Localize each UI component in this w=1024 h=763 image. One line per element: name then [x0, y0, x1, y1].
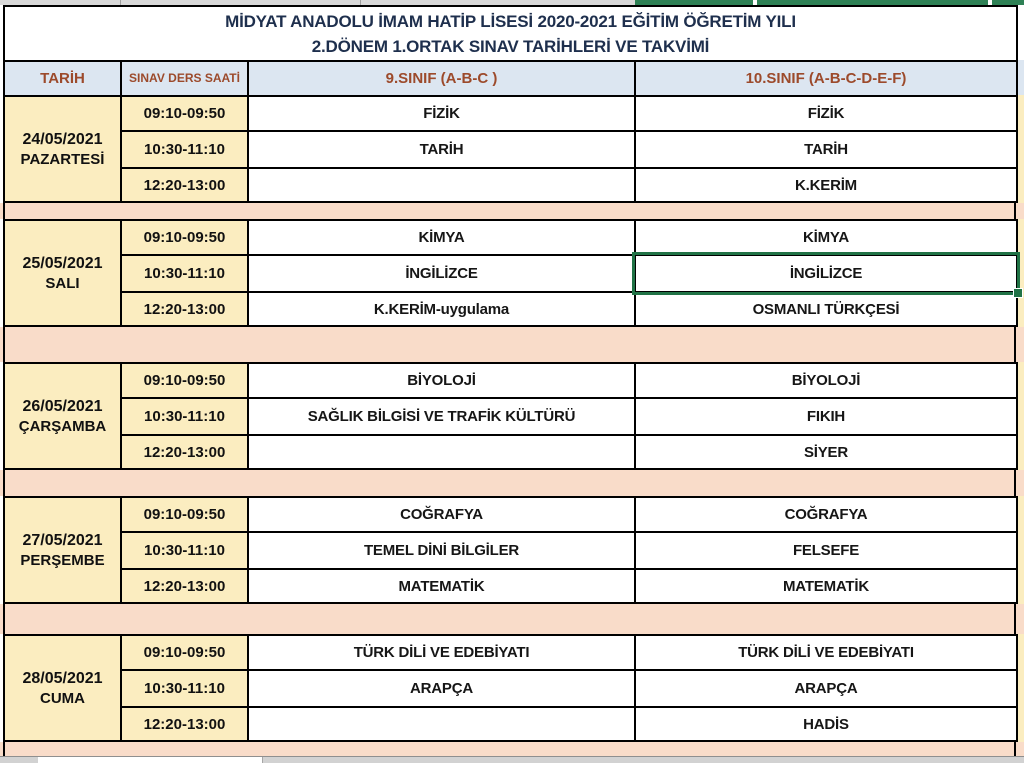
right-strip	[1018, 496, 1024, 604]
separator-cells[interactable]	[3, 604, 1016, 634]
strip-green-segment	[635, 0, 753, 5]
time-cell[interactable]: 12:20-13:00	[122, 708, 247, 740]
day-grid	[3, 362, 1018, 470]
horizontal-scrollbar[interactable]	[0, 756, 1024, 763]
date-cell[interactable]	[5, 97, 120, 201]
day-grid	[3, 496, 1018, 604]
scrollbar-thumb[interactable]	[40, 757, 263, 763]
day-section	[0, 219, 1024, 327]
subject-cell-10sinif[interactable]: FELSEFE	[636, 533, 1016, 568]
day-section	[0, 496, 1024, 604]
subject-cell-9sinif[interactable]	[249, 708, 634, 740]
subject-cell-9sinif[interactable]: TÜRK DİLİ VE EDEBİYATI	[249, 636, 634, 669]
day-section	[0, 95, 1024, 203]
time-cell[interactable]: 12:20-13:00	[122, 169, 247, 201]
subject-cell-9sinif[interactable]: K.KERİM-uygulama	[249, 293, 634, 325]
subject-cell-10sinif[interactable]: KİMYA	[636, 221, 1016, 254]
time-cell[interactable]: 09:10-09:50	[122, 364, 247, 397]
subject-cell-10sinif[interactable]: HADİS	[636, 708, 1016, 740]
time-cell[interactable]: 10:30-11:10	[122, 132, 247, 167]
time-cell[interactable]: 10:30-11:10	[122, 399, 247, 434]
subject-cell-9sinif[interactable]: TEMEL DİNİ BİLGİLER	[249, 533, 634, 568]
day-name: CUMA	[40, 689, 85, 707]
subject-cell-10sinif[interactable]: FIKIH	[636, 399, 1016, 434]
day-grid	[3, 634, 1018, 742]
day-name: ÇARŞAMBA	[18, 417, 107, 435]
right-strip	[1018, 634, 1024, 742]
subject-cell-10sinif[interactable]: FİZİK	[636, 97, 1016, 130]
subject-cell-9sinif[interactable]: MATEMATİK	[249, 570, 634, 602]
time-cell[interactable]: 09:10-09:50	[122, 97, 247, 130]
right-strip	[1018, 5, 1024, 60]
day-grid	[3, 219, 1018, 327]
subject-cell-10sinif[interactable]: ARAPÇA	[636, 671, 1016, 706]
strip-divider	[360, 0, 361, 5]
header-band	[0, 60, 1024, 95]
subject-cell-10sinif[interactable]: COĞRAFYA	[636, 498, 1016, 531]
subject-cell-9sinif[interactable]: COĞRAFYA	[249, 498, 634, 531]
right-strip	[1018, 60, 1024, 95]
header-cell-9sinif[interactable]: 9.SINIF (A-B-C )	[249, 62, 634, 95]
subject-cell-9sinif[interactable]	[249, 436, 634, 468]
time-cell[interactable]: 10:30-11:10	[122, 256, 247, 291]
day-grid	[3, 95, 1018, 203]
time-cell[interactable]: 09:10-09:50	[122, 221, 247, 254]
subject-cell-9sinif[interactable]: SAĞLIK BİLGİSİ VE TRAFİK KÜLTÜRÜ	[249, 399, 634, 434]
separator-row	[0, 203, 1024, 219]
date-cell[interactable]	[5, 636, 120, 740]
separator-cells[interactable]	[3, 327, 1016, 362]
date-text: 25/05/2021	[22, 254, 103, 272]
header-row	[3, 60, 1018, 95]
selected-cell[interactable]: İNGİLİZCE	[636, 256, 1016, 291]
time-cell[interactable]: 10:30-11:10	[122, 671, 247, 706]
time-cell[interactable]: 12:20-13:00	[122, 570, 247, 602]
date-cell[interactable]	[5, 364, 120, 468]
subject-cell-10sinif[interactable]: MATEMATİK	[636, 570, 1016, 602]
header-cell-10sinif[interactable]: 10.SINIF (A-B-C-D-E-F)	[636, 62, 1016, 95]
subject-cell-9sinif[interactable]: KİMYA	[249, 221, 634, 254]
right-strip	[1018, 219, 1024, 327]
title-band	[0, 5, 1024, 60]
day-section	[0, 362, 1024, 470]
schedule-body	[0, 95, 1024, 756]
date-cell[interactable]	[5, 498, 120, 602]
time-cell[interactable]: 09:10-09:50	[122, 636, 247, 669]
subject-cell-10sinif[interactable]: TÜRK DİLİ VE EDEBİYATI	[636, 636, 1016, 669]
date-cell[interactable]	[5, 221, 120, 325]
time-cell[interactable]: 12:20-13:00	[122, 436, 247, 468]
separator-row	[0, 327, 1024, 362]
time-cell[interactable]: 12:20-13:00	[122, 293, 247, 325]
subject-cell-10sinif[interactable]: TARİH	[636, 132, 1016, 167]
subject-cell-10sinif[interactable]: SİYER	[636, 436, 1016, 468]
strip-divider	[120, 0, 121, 5]
columns-strip	[0, 0, 1024, 5]
header-cell-tarih[interactable]: TARİH	[5, 62, 120, 95]
date-text: 27/05/2021	[22, 531, 103, 549]
time-cell[interactable]: 09:10-09:50	[122, 498, 247, 531]
separator-cells[interactable]	[3, 742, 1016, 756]
title-line-1: MİDYAT ANADOLU İMAM HATİP LİSESİ 2020-2021 EĞİTİM ÖĞRETİM YILI	[225, 11, 796, 31]
subject-cell-9sinif[interactable]: FİZİK	[249, 97, 634, 130]
separator-row	[0, 470, 1024, 496]
day-name: SALI	[45, 274, 80, 292]
date-text: 28/05/2021	[22, 669, 103, 687]
header-cell-sinav-ders-saati[interactable]: SINAV DERS SAATİ	[122, 62, 247, 95]
day-section	[0, 634, 1024, 742]
date-text: 24/05/2021	[22, 130, 103, 148]
day-name: PAZARTESİ	[20, 150, 105, 168]
title-box	[3, 5, 1018, 60]
date-text: 26/05/2021	[22, 397, 103, 415]
separator-row	[0, 742, 1024, 756]
subject-cell-9sinif[interactable]: ARAPÇA	[249, 671, 634, 706]
day-name: PERŞEMBE	[20, 551, 105, 569]
subject-cell-9sinif[interactable]: BİYOLOJİ	[249, 364, 634, 397]
strip-gray-segment	[0, 0, 635, 5]
right-strip	[1018, 95, 1024, 203]
subject-cell-9sinif[interactable]: İNGİLİZCE	[249, 256, 634, 291]
subject-cell-10sinif[interactable]: K.KERİM	[636, 169, 1016, 201]
separator-row	[0, 604, 1024, 634]
strip-green-segment	[992, 0, 1024, 5]
separator-cells[interactable]	[3, 470, 1016, 496]
scrollbar-left-segment[interactable]	[0, 757, 40, 763]
separator-cells[interactable]	[3, 203, 1016, 219]
title-line-2: 2.DÖNEM 1.ORTAK SINAV TARİHLERİ VE TAKVİMİ	[311, 36, 710, 56]
time-cell[interactable]: 10:30-11:10	[122, 533, 247, 568]
subject-cell-9sinif[interactable]	[249, 169, 634, 201]
strip-green-segment	[757, 0, 988, 5]
right-strip	[1018, 362, 1024, 470]
subject-cell-9sinif[interactable]: TARİH	[249, 132, 634, 167]
subject-cell-10sinif[interactable]: OSMANLI TÜRKÇESİ	[636, 293, 1016, 325]
subject-cell-10sinif[interactable]: BİYOLOJİ	[636, 364, 1016, 397]
